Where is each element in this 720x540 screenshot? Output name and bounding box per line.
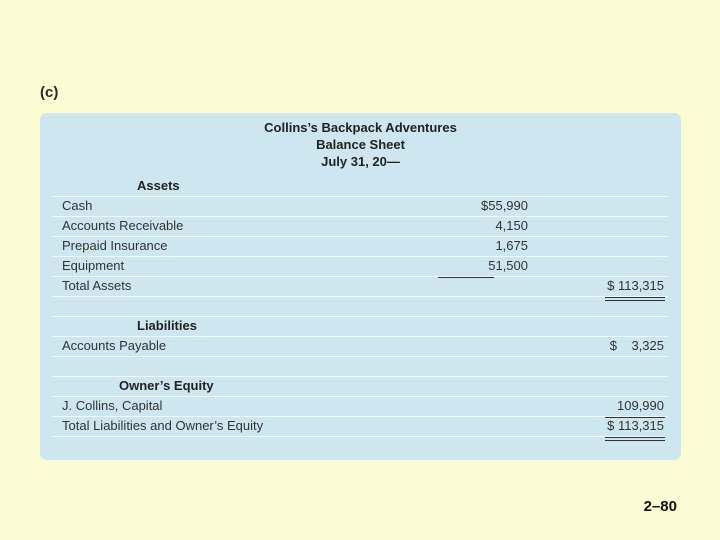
total-assets-label: Total Assets (62, 278, 132, 293)
table-row (52, 236, 668, 257)
accounts-payable-amount: $ 3,325 (609, 338, 664, 353)
liabilities-heading: Liabilities (137, 318, 197, 333)
row-label: Accounts Receivable (62, 218, 184, 233)
page-number: 2–80 (643, 498, 677, 515)
row-label: Equipment (62, 258, 125, 273)
balance-sheet-panel (40, 113, 681, 460)
liabilities-heading-row (52, 316, 668, 337)
assets-heading-row (52, 176, 668, 197)
table-row (52, 396, 668, 417)
row-label: J. Collins, Capital (62, 398, 163, 413)
row-amount: 1,675 (495, 238, 528, 253)
spacer-row (52, 356, 668, 377)
total-assets-amount: $ 113,315 (607, 278, 664, 293)
total-liabilities-equity-label: Total Liabilities and Owner’s Equity (62, 418, 264, 433)
row-label: Accounts Payable (62, 338, 167, 353)
part-label: (c) (40, 84, 59, 101)
statement-date: July 31, 20— (321, 154, 400, 169)
total-liabilities-equity-amount: $ 113,315 (607, 418, 664, 433)
table-row (52, 336, 668, 357)
row-amount: $55,990 (481, 198, 528, 213)
company-name: Collins’s Backpack Adventures (264, 120, 457, 135)
total-assets-row (52, 276, 668, 297)
equity-heading-row (52, 376, 668, 397)
spacer-row (52, 296, 668, 317)
equity-heading: Owner’s Equity (119, 378, 214, 393)
row-label: Cash (62, 198, 93, 213)
total-underline-1 (605, 437, 665, 438)
total-underline-2 (605, 440, 665, 441)
table-row (52, 196, 668, 217)
row-label: Prepaid Insurance (62, 238, 168, 253)
total-liabilities-equity-row (52, 416, 668, 437)
capital-amount: 109,990 (617, 398, 664, 413)
statement-title: Balance Sheet (316, 137, 405, 152)
table-row (52, 216, 668, 237)
table-row (52, 256, 668, 277)
assets-heading: Assets (137, 178, 180, 193)
row-amount: 4,150 (495, 218, 528, 233)
row-amount: 51,500 (488, 258, 528, 273)
